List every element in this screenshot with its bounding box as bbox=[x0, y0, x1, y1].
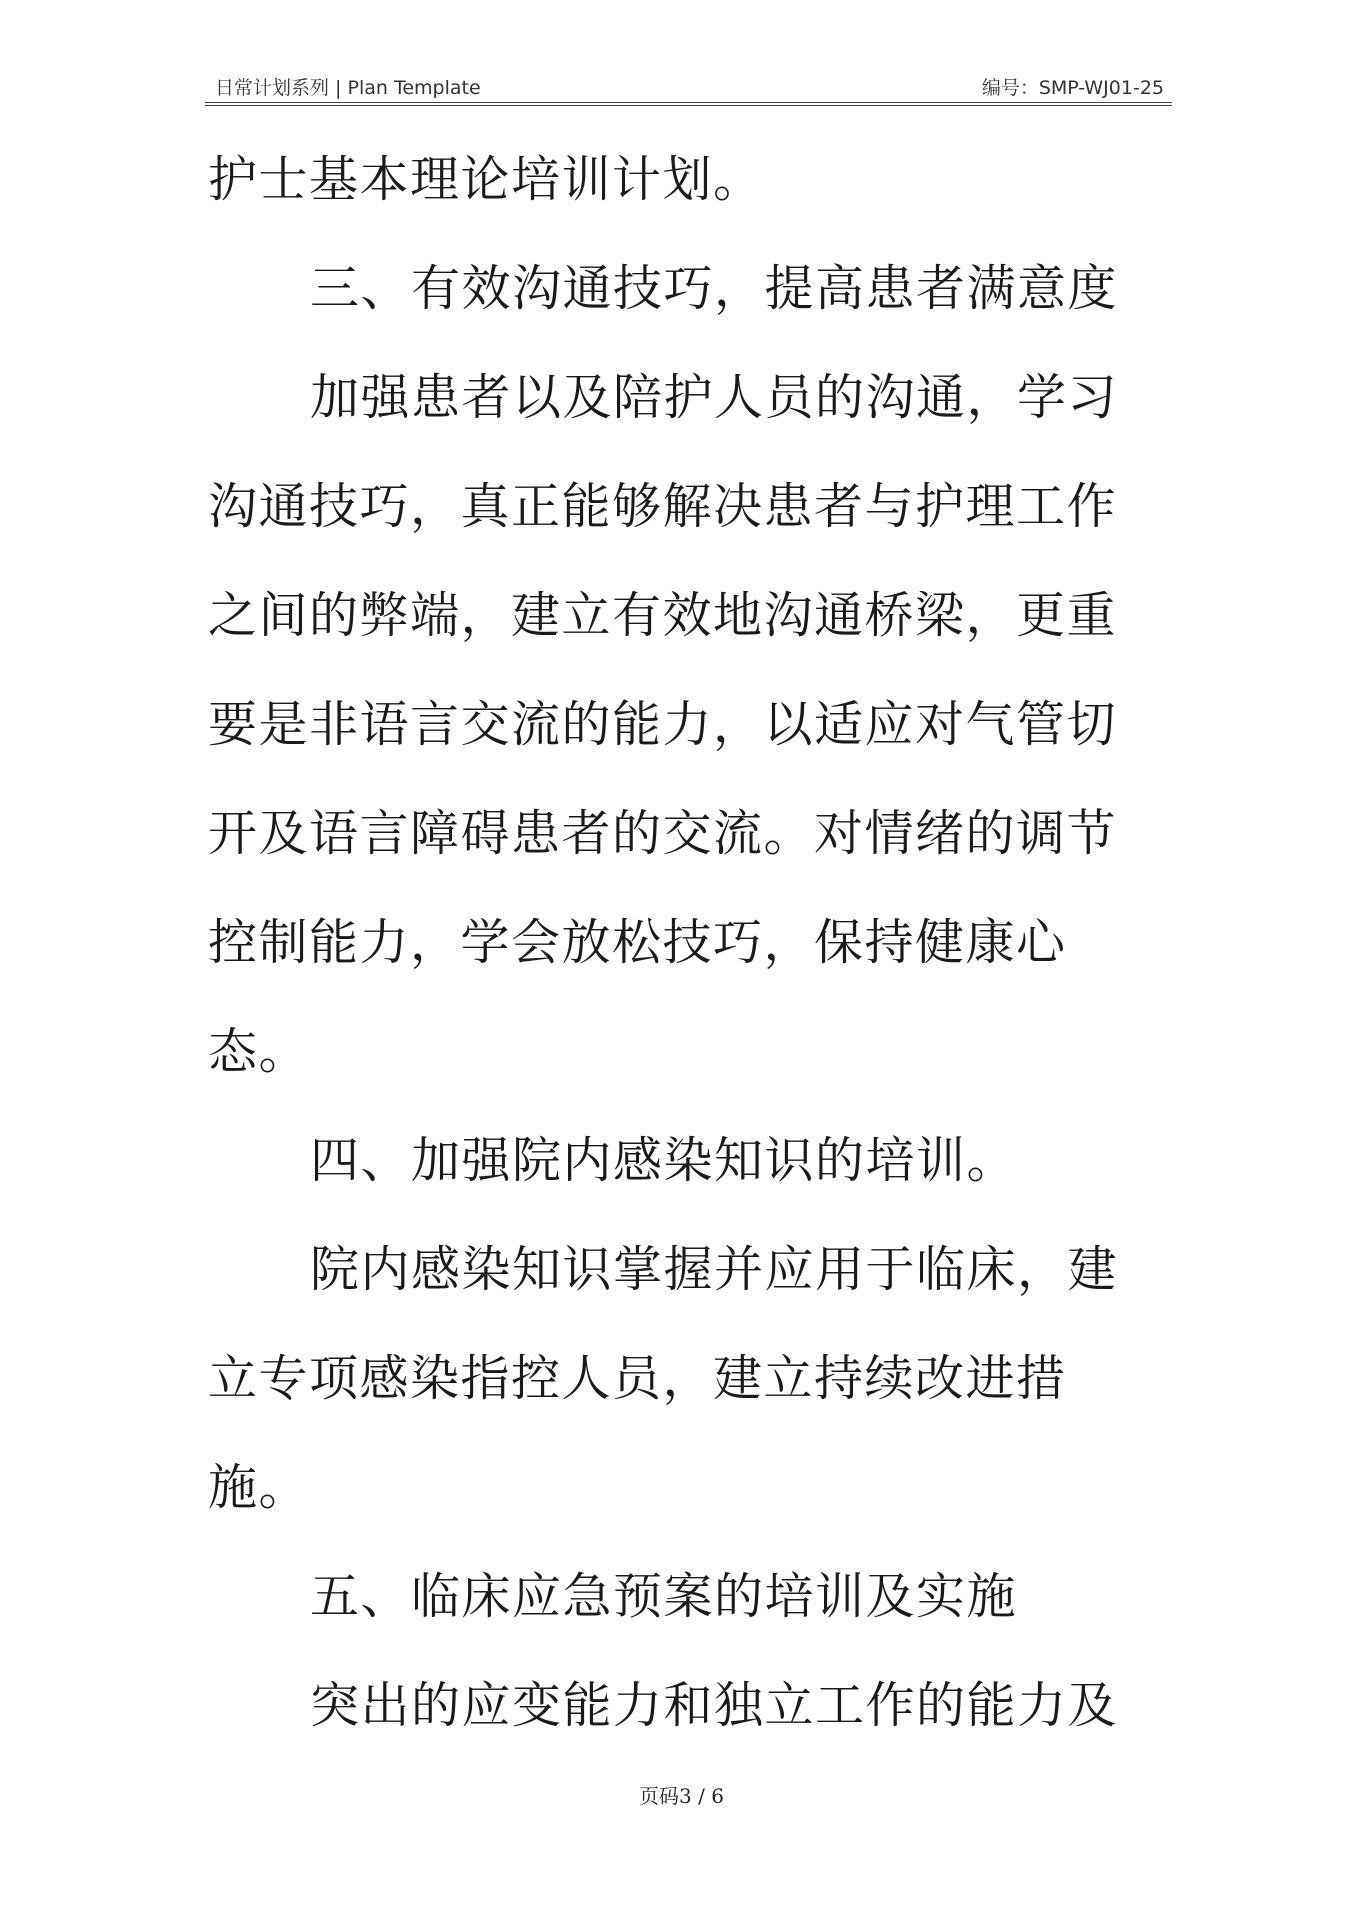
section-heading: 三、有效沟通技巧，提高患者满意度 bbox=[310, 260, 1119, 317]
body-line: 沟通技巧，真正能够解决患者与护理工作 bbox=[208, 478, 1118, 535]
page-header bbox=[205, 77, 1172, 103]
body-line: 立专项感染指控人员，建立持续改进措 bbox=[208, 1350, 1067, 1407]
document-body bbox=[208, 125, 1128, 1760]
body-line: 之间的弊端，建立有效地沟通桥梁，更重 bbox=[208, 587, 1118, 644]
page-number: 页码3 / 6 bbox=[639, 1784, 724, 1808]
section-heading: 四、加强院内感染知识的培训。 bbox=[310, 1132, 1018, 1189]
body-line: 院内感染知识掌握并应用于临床，建 bbox=[310, 1241, 1119, 1298]
header-series-title: 日常计划系列 | Plan Template bbox=[215, 77, 481, 99]
body-line: 要是非语言交流的能力，以适应对气管切 bbox=[208, 696, 1118, 753]
body-line: 态。 bbox=[208, 1023, 310, 1080]
body-line: 施。 bbox=[208, 1459, 310, 1516]
header-document-number: 编号：SMP-WJ01-25 bbox=[981, 77, 1164, 99]
body-line: 控制能力，学会放松技巧，保持健康心 bbox=[208, 914, 1067, 971]
body-line: 加强患者以及陪护人员的沟通，学习 bbox=[310, 369, 1119, 426]
section-heading: 五、临床应急预案的培训及实施 bbox=[310, 1568, 1018, 1625]
body-line: 突出的应变能力和独立工作的能力及 bbox=[310, 1677, 1119, 1734]
body-line: 护士基本理论培训计划。 bbox=[208, 151, 764, 208]
header-divider bbox=[205, 105, 1172, 106]
body-line: 开及语言障碍患者的交流。对情绪的调节 bbox=[208, 805, 1118, 862]
